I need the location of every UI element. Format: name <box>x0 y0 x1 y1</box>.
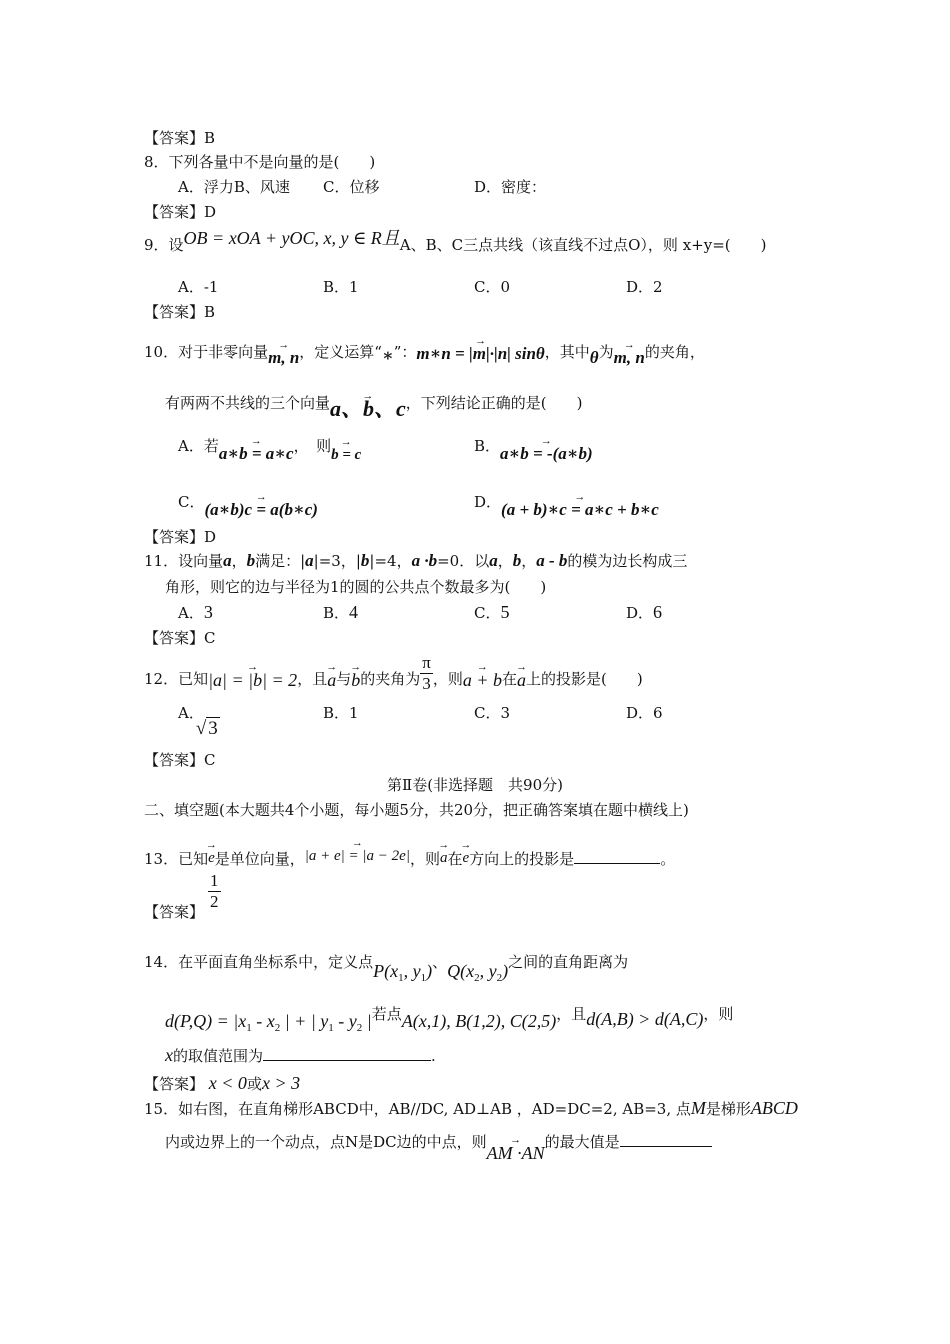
q11-text-f: 的模为边长构成三 <box>567 552 688 570</box>
q14-line3 <box>165 1045 436 1066</box>
q14-answer-a: x < 0 <box>208 1073 247 1093</box>
q15-var-m: M <box>690 1098 706 1118</box>
q9-prefix: 9．设 <box>144 236 184 254</box>
q12-frac-bottom: 3 <box>422 673 431 693</box>
q11-text-d: |=4， <box>369 552 412 570</box>
q14-line2 <box>165 1003 734 1034</box>
answer-value: C <box>204 629 216 647</box>
q8-option-a: A．浮力B、风速 <box>178 178 290 196</box>
q11-opt-b-value: 4 <box>349 602 359 622</box>
q14-answer-b: x > 3 <box>261 1073 301 1093</box>
q14-inequality: d(A,B) > d(A,C) <box>586 1009 704 1029</box>
q8-option-c: C．位移 <box>323 178 380 196</box>
q12-mid2: 与 <box>336 670 352 688</box>
section-fill-in: 二、填空题(本大题共4个小题，每小题5分，共20分，把正确答案填在题中横线上) <box>144 801 689 819</box>
q12-frac-top: π <box>422 652 431 672</box>
q14-line1-suffix: 之间的直角距离为 <box>508 953 629 971</box>
q12-mid4: ，则 <box>432 670 463 688</box>
q13-prefix: 13．已知 <box>144 850 209 868</box>
q11-opt-d-label: D． <box>626 604 654 622</box>
answer-label: 【答案】 <box>144 528 205 546</box>
q9-option-d: D．2 <box>626 278 663 296</box>
answer-value: B <box>204 303 216 321</box>
q10-opt-a-formula: → a∗b = a∗c <box>219 437 294 464</box>
q10-mid1: ，定义运算“ <box>299 343 382 361</box>
answer-label: 【答案】 <box>144 751 205 769</box>
q10-line2-prefix: 有两两不共线的三个向量 <box>165 394 331 412</box>
q9-option-a: A．-1 <box>178 278 219 296</box>
q14-answer-or: 或 <box>246 1075 262 1093</box>
part2-title: 第Ⅱ卷(非选择题 共90分) <box>387 776 563 794</box>
q11-opt-b-label: B． <box>323 604 350 622</box>
q13-frac-bottom: 2 <box>210 892 219 911</box>
q14-mid3: ，则 <box>703 1005 734 1023</box>
q10-opt-b-formula: → a∗b = -(a∗b) <box>500 437 593 464</box>
q10-line2 <box>165 384 583 421</box>
q11-option-d <box>626 602 662 623</box>
q11-text-a: 11．设向量 <box>144 552 224 570</box>
q10-opt-d-label: D． <box>474 493 502 511</box>
q10-mid3: ，其中 <box>544 343 590 361</box>
q14-point-q: $Q(x_2$, $y_2$) <box>447 961 509 984</box>
q12-option-c: C．3 <box>474 704 511 722</box>
q10-vars-mn-2: → m, n <box>614 341 645 368</box>
q13-condition: → |a + e| = |a − 2e| <box>305 839 410 866</box>
q9-answer <box>144 302 215 322</box>
q12-prefix: 12．已知 <box>144 670 209 688</box>
q11-opt-c-label: C． <box>474 604 501 622</box>
answer-value: D <box>204 528 217 546</box>
q14-line1 <box>144 951 629 984</box>
q14-line3-text: 的取值范围为 <box>173 1047 264 1065</box>
q11-text-b: 满足：| <box>255 552 306 570</box>
q10-opt-c-label: C． <box>178 493 205 511</box>
q12-sum: → a + b <box>463 663 502 690</box>
q10-mid4: 为 <box>598 343 614 361</box>
q10-prefix: 10．对于非零向量 <box>144 343 269 361</box>
q15-suffix: 的最大值是 <box>544 1133 620 1151</box>
q13-var-e: → e <box>208 841 215 868</box>
q10-opt-d-formula: → (a + b)∗c = a∗c + b∗c <box>501 493 659 520</box>
q12-mid1: ，且 <box>297 670 328 688</box>
q11-line2: 角形，则它的边与半径为1的圆的公共点个数最多为( ) <box>165 578 547 596</box>
q12-var-b: → b <box>351 663 360 690</box>
q10-vars-mn: → m, n <box>268 341 299 368</box>
q12-angle-fraction <box>420 653 433 694</box>
q10-option-a <box>178 429 362 463</box>
q11-opt-a-label: A． <box>178 604 204 622</box>
q14-mid1: 若点 <box>371 1005 402 1023</box>
q10-opt-a-formula2: → b = c <box>331 438 361 465</box>
q12-var-a-2: → a <box>517 663 526 690</box>
answer-value: B <box>204 129 216 147</box>
q15-abcd: ABCD <box>750 1098 798 1118</box>
q11-opt-d-value: 6 <box>653 602 663 622</box>
q13-fraction <box>208 871 221 912</box>
answer-value: D <box>204 203 217 221</box>
q10-line2-suffix: ，下列结论正确的是( ) <box>405 394 583 412</box>
q13-end: 。 <box>660 850 676 868</box>
q12-option-b: B．1 <box>323 704 359 722</box>
q13-suffix: 方向上的投影是 <box>469 850 575 868</box>
q14-answer-blank[interactable] <box>263 1046 431 1061</box>
q11-option-b <box>323 602 358 623</box>
answer-label: 【答案】 <box>144 1075 205 1093</box>
q14-end: . <box>431 1047 436 1065</box>
q10-line1 <box>144 335 705 367</box>
q13-answer <box>144 902 204 922</box>
q13-mid1: 是单位向量， <box>214 850 305 868</box>
answer-label: 【答案】 <box>144 629 205 647</box>
q9-stem <box>144 228 767 255</box>
q14-sep: 、 <box>432 953 448 971</box>
q15-line2-text: 内或边界上的一个动点，点N是DC边的中点，则 <box>165 1133 487 1151</box>
q10-star: ∗ <box>381 346 394 365</box>
q14-mid2: ，且 <box>556 1005 587 1023</box>
answer-label: 【答案】 <box>144 203 205 221</box>
q11-diff: a - b <box>536 551 568 570</box>
answer-label: 【答案】 <box>144 303 205 321</box>
answer-value: C <box>204 751 216 769</box>
q11-text-c: |=3，| <box>313 552 361 570</box>
q12-opt-a-value: 3 <box>208 718 218 739</box>
q10-opt-b-label: B． <box>474 437 501 455</box>
q13-stem <box>144 843 675 870</box>
q9-option-c: C．0 <box>474 278 511 296</box>
q11-var-a-2: a <box>305 551 314 570</box>
q10-mid2: ”： <box>393 343 417 361</box>
q15-line1 <box>144 1098 798 1119</box>
q14-point-p: $P(x_1$, $y_1$) <box>373 961 433 984</box>
q9-option-b: B．1 <box>323 278 359 296</box>
q14-distance: $d(P,Q) = |x_1 - x_2$ | + | $y_1 - y_2$ | <box>165 1011 372 1034</box>
q9-formula: OB = xOA + yOC, x, y ∈ R且 <box>183 228 400 248</box>
q12-suffix: 上的投影是( ) <box>526 670 643 688</box>
q10-option-b <box>474 429 593 463</box>
q10-opt-a-label: A．若 <box>178 437 219 455</box>
q14-answer <box>144 1073 300 1094</box>
q8-option-d: D．密度： <box>474 178 547 196</box>
q15-answer-blank[interactable] <box>620 1132 712 1147</box>
q10-mid5: 的夹角， <box>644 343 705 361</box>
q15-line2 <box>165 1124 712 1163</box>
q10-option-c <box>178 485 318 519</box>
q13-frac-top: 1 <box>210 871 219 890</box>
q13-mid3: 在 <box>447 850 463 868</box>
q12-opt-a-sqrt: √ 3 <box>195 718 218 739</box>
q11-var-b-3: b <box>512 551 522 570</box>
q9-suffix: A、B、C三点共线（该直线不过点O），则 x+y=( ) <box>399 236 767 254</box>
q10-theta: θ <box>589 348 599 367</box>
q11-var-b: b <box>246 551 256 570</box>
q11-var-a: a <box>223 551 232 570</box>
q10-opt-a-mid: ， 则 <box>293 437 332 455</box>
q15-line1-text: 15．如右图，在直角梯形ABCD中，AB//DC, AD⊥AB ，AD=DC=2, AB=3, 点 <box>144 1100 691 1118</box>
q10-opt-c-formula: → (a∗b)c = a(b∗c) <box>204 493 317 520</box>
q11-option-a <box>178 602 213 623</box>
q14-var-x: x <box>165 1045 173 1065</box>
q13-mid2: ，则 <box>409 850 440 868</box>
q15-mid: 是梯形 <box>705 1100 751 1118</box>
q11-opt-c-value: 5 <box>500 602 510 622</box>
q11-text-e: =0．以 <box>437 552 490 570</box>
q13-answer-blank[interactable] <box>574 849 660 864</box>
q11-option-c <box>474 602 509 623</box>
q12-answer <box>144 750 216 770</box>
q11-var-b-2: b <box>360 551 370 570</box>
q12-opt-a-label: A． <box>178 704 204 722</box>
q11-opt-a-value: 3 <box>203 602 213 622</box>
q11-answer <box>144 628 216 648</box>
q10-answer <box>144 527 216 547</box>
q12-option-a <box>178 703 228 739</box>
q11-dot: a ·b <box>411 551 438 570</box>
q11-line1: 11．设向量a，b满足：|a|=3，|b|=4，a ·b=0．以a，b，a - b的模为边长构成三 <box>144 551 688 570</box>
q11-var-a-3: a <box>489 551 498 570</box>
q14-prefix: 14．在平面直角坐标系中，定义点 <box>144 953 374 971</box>
q13-var-e-2: → e <box>463 841 470 868</box>
q10-option-d <box>474 485 659 519</box>
q12-mid5: 在 <box>502 670 518 688</box>
q10-definition: → m∗n = |m|·|n| sinθ <box>416 337 544 364</box>
q15-expression: → AM ·AN <box>487 1136 545 1163</box>
answer-label: 【答案】 <box>144 903 205 921</box>
answer-label: 【答案】 <box>144 129 205 147</box>
q14-points: A(x,1), B(1,2), C(2,5) <box>401 1011 557 1031</box>
q7-answer <box>144 128 215 148</box>
q12-condition: → |a| = |b| = 2 <box>208 663 297 690</box>
q12-mid3: 的夹角为 <box>360 670 421 688</box>
q12-option-d: D．6 <box>626 704 663 722</box>
q8-stem: 8．下列各量中不是向量的是( ) <box>144 153 376 171</box>
q12-stem <box>144 652 643 694</box>
q10-vars-abc: → a、b、c <box>330 392 406 419</box>
q12-var-a: → a <box>327 663 336 690</box>
q13-var-a: → a <box>440 841 448 868</box>
q8-answer <box>144 202 216 222</box>
q13-answer-fraction <box>208 871 221 912</box>
